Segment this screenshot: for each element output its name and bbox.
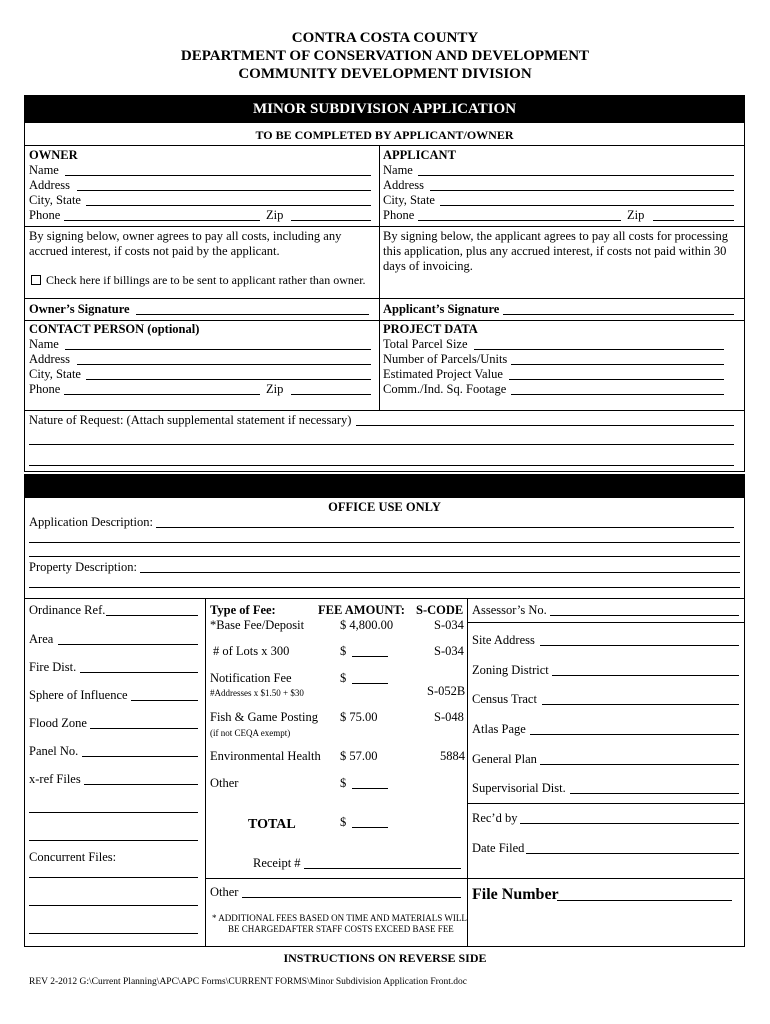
area-field[interactable] (58, 644, 198, 645)
fee-type-lots: # of Lots x 300 (213, 644, 290, 658)
header-county: CONTRA COSTA COUNTY (291, 30, 479, 46)
app-description-field-3[interactable] (29, 556, 740, 557)
owner-zip-field[interactable] (291, 220, 371, 221)
fee-footnote-2: BE CHARGEDAFTER STAFF COSTS EXCEED BASE FEE (228, 924, 454, 934)
panel-label: Panel No. (29, 744, 79, 758)
zoning-field[interactable] (552, 675, 739, 676)
applicant-zip-label: Zip (627, 208, 645, 222)
scode-heading: S-CODE (416, 603, 464, 617)
fee-type-env-health: Environmental Health (210, 749, 321, 763)
nature-of-request-field-2[interactable] (29, 444, 734, 445)
owner-name-label: Name (29, 163, 59, 177)
area-label: Area (29, 632, 54, 646)
fee-other-2-field[interactable] (242, 897, 461, 898)
num-parcels-field[interactable] (511, 364, 724, 365)
concurrent-field-1[interactable] (29, 877, 198, 878)
owner-zip-label: Zip (266, 208, 284, 222)
fee-lots-field[interactable] (352, 656, 388, 657)
fire-dist-label: Fire Dist. (29, 660, 77, 674)
xref-field-3[interactable] (29, 840, 198, 841)
panel-field[interactable] (82, 756, 198, 757)
fee-amount-base: $ 4,800.00 (340, 618, 394, 632)
app-description-field-2[interactable] (29, 542, 740, 543)
fee-note-fish-game: (if not CEQA exempt) (210, 728, 291, 738)
contact-phone-label: Phone (29, 382, 61, 396)
fee-amount-env-health: $ 57.00 (340, 749, 378, 763)
applicant-statement: By signing below, the applicant agrees to pay all costs for processing this application, plus any accrued interest, if costs not paid within 30 days of invoicing. (383, 229, 728, 273)
fee-type-fish-game: Fish & Game Posting (210, 710, 318, 724)
app-description-label: Application Description: (29, 515, 153, 529)
receipt-label: Receipt # (253, 856, 301, 870)
fee-other-2-label: Other (210, 885, 239, 899)
fee-note-notification: #Addresses x $1.50 + $30 (210, 688, 304, 698)
concurrent-files-label: Concurrent Files: (29, 850, 117, 864)
general-plan-label: General Plan (472, 752, 537, 766)
applicant-name-label: Name (383, 163, 413, 177)
fee-amount-notification: $ (340, 671, 347, 685)
atlas-field[interactable] (530, 734, 739, 735)
fee-type-base: *Base Fee/Deposit (210, 618, 305, 632)
property-description-label: Property Description: (29, 560, 137, 574)
applicant-name-field[interactable] (418, 175, 734, 176)
fee-notification-field[interactable] (352, 683, 388, 684)
fee-type-notification: Notification Fee (210, 671, 292, 685)
concurrent-field-2[interactable] (29, 905, 198, 906)
applicant-signature-field[interactable] (503, 314, 734, 315)
nature-of-request-field-3[interactable] (29, 465, 734, 466)
file-number-field[interactable] (557, 900, 732, 901)
applicant-heading: APPLICANT (383, 148, 456, 162)
property-description-field-2[interactable] (29, 587, 740, 588)
fee-amount-heading: FEE AMOUNT: (318, 603, 405, 617)
owner-phone-label: Phone (29, 208, 61, 222)
app-description-field-1[interactable] (156, 527, 734, 528)
owner-name-field[interactable] (65, 175, 371, 176)
xref-field-1[interactable] (84, 784, 198, 785)
owner-signature-field[interactable] (136, 314, 369, 315)
parcel-size-label: Total Parcel Size (383, 337, 468, 351)
fee-amount-fish-game: $ 75.00 (340, 710, 378, 724)
property-description-field-1[interactable] (140, 572, 740, 573)
applicant-signature-label: Applicant’s Signature (383, 302, 500, 316)
contact-city-field[interactable] (86, 379, 371, 380)
contact-name-field[interactable] (65, 349, 371, 350)
file-number-label: File Number (472, 886, 559, 903)
sphere-label: Sphere of Influence (29, 688, 128, 702)
completed-by-label: TO BE COMPLETED BY APPLICANT/OWNER (255, 128, 514, 142)
ordinance-label: Ordinance Ref. (29, 603, 106, 617)
applicant-address-field[interactable] (430, 190, 734, 191)
owner-city-label: City, State (29, 193, 81, 207)
flood-zone-field[interactable] (90, 728, 198, 729)
owner-city-field[interactable] (86, 205, 371, 206)
site-address-label: Site Address (472, 633, 535, 647)
general-plan-field[interactable] (540, 764, 739, 765)
nature-of-request-label: Nature of Request: (Attach supplemental statement if necessary) (29, 413, 352, 427)
fire-dist-field[interactable] (80, 672, 198, 673)
owner-heading: OWNER (29, 148, 78, 162)
zoning-label: Zoning District (472, 663, 549, 677)
contact-name-label: Name (29, 337, 59, 351)
contact-heading: CONTACT PERSON (optional) (29, 322, 200, 336)
applicant-phone-field[interactable] (418, 220, 621, 221)
form-title-bar: MINOR SUBDIVISION APPLICATION (24, 95, 745, 123)
owner-address-field[interactable] (77, 190, 371, 191)
num-parcels-label: Number of Parcels/Units (383, 352, 508, 366)
contact-address-label: Address (29, 352, 70, 366)
office-use-heading: OFFICE USE ONLY (328, 500, 441, 514)
applicant-city-label: City, State (383, 193, 435, 207)
instructions-label: INSTRUCTIONS ON REVERSE SIDE (283, 951, 487, 965)
recd-by-field[interactable] (520, 823, 739, 824)
date-filed-label: Date Filed (472, 841, 525, 855)
applicant-address-label: Address (383, 178, 424, 192)
fee-other-field[interactable] (352, 788, 388, 789)
fee-amount-other: $ (340, 776, 347, 790)
owner-phone-field[interactable] (64, 220, 260, 221)
contact-zip-field[interactable] (291, 394, 371, 395)
revision-footer: REV 2-2012 G:\Current Planning\APC\APC Forms\CURRENT FORMS\Minor Subdivision Application Front.doc (29, 977, 468, 987)
supervisorial-field[interactable] (570, 793, 739, 794)
census-field[interactable] (542, 704, 739, 705)
nature-of-request-field-1[interactable] (356, 425, 734, 426)
concurrent-field-3[interactable] (29, 933, 198, 934)
sq-footage-field[interactable] (511, 394, 724, 395)
fee-code-notification: S-052B (427, 684, 466, 698)
owner-address-label: Address (29, 178, 70, 192)
assessor-field[interactable] (550, 615, 739, 616)
contact-zip-label: Zip (266, 382, 284, 396)
xref-field-2[interactable] (29, 812, 198, 813)
office-use-bar (24, 474, 745, 498)
supervisorial-label: Supervisorial Dist. (472, 781, 566, 795)
applicant-city-field[interactable] (440, 205, 734, 206)
fee-type-other: Other (210, 776, 239, 790)
owner-signature-label: Owner’s Signature (29, 302, 130, 316)
total-label: TOTAL (248, 817, 296, 832)
site-address-field[interactable] (540, 645, 739, 646)
applicant-phone-label: Phone (383, 208, 415, 222)
column-divider (379, 145, 380, 411)
fee-code-fish-game: S-048 (434, 710, 464, 724)
project-value-label: Estimated Project Value (383, 367, 503, 381)
receipt-field[interactable] (304, 868, 461, 869)
sphere-field[interactable] (131, 700, 198, 701)
sq-footage-label: Comm./Ind. Sq. Footage (383, 382, 507, 396)
owner-statement: By signing below, owner agrees to pay all costs, including any accrued interest, if costs not paid by the applicant. (29, 229, 342, 258)
project-heading: PROJECT DATA (383, 322, 478, 336)
xref-label: x-ref Files (29, 772, 81, 786)
applicant-zip-field[interactable] (653, 220, 734, 221)
total-amount: $ (340, 815, 347, 829)
fee-type-heading: Type of Fee: (210, 603, 276, 617)
fee-footnote-1: * ADDITIONAL FEES BASED ON TIME AND MATERIALS WILL (212, 913, 467, 923)
billing-checkbox-label: Check here if billings are to be sent to applicant rather than owner. (46, 273, 366, 287)
recd-by-label: Rec’d by (472, 811, 518, 825)
contact-city-label: City, State (29, 367, 81, 381)
fee-amount-lots: $ (340, 644, 347, 658)
project-value-field[interactable] (509, 379, 724, 380)
census-label: Census Tract (472, 692, 537, 706)
contact-address-field[interactable] (77, 364, 371, 365)
parcel-size-field[interactable] (474, 349, 724, 350)
fee-code-env-health: 5884 (440, 749, 465, 763)
assessor-label: Assessor’s No. (472, 603, 547, 617)
ordinance-field[interactable] (106, 615, 198, 616)
billing-checkbox[interactable] (31, 275, 41, 285)
flood-zone-label: Flood Zone (29, 716, 87, 730)
fee-code-base: S-034 (434, 618, 464, 632)
total-field[interactable] (352, 827, 388, 828)
header-division: COMMUNITY DEVELOPMENT DIVISION (238, 66, 532, 82)
date-filed-field[interactable] (526, 853, 739, 854)
contact-phone-field[interactable] (64, 394, 260, 395)
header-department: DEPARTMENT OF CONSERVATION AND DEVELOPMENT (180, 48, 590, 64)
atlas-label: Atlas Page (472, 722, 526, 736)
fee-code-lots: S-034 (434, 644, 464, 658)
